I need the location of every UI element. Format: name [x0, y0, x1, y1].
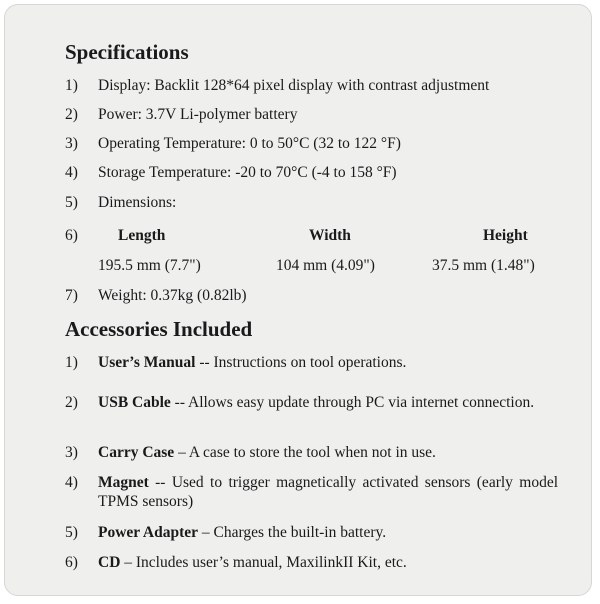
item-number: 1) [65, 354, 78, 371]
dimension-header-width: Width [309, 227, 351, 244]
item-number: 6) [65, 227, 78, 244]
accessory-description: A case to store the tool when not in use. [188, 444, 436, 461]
dimension-header-height: Height [483, 227, 528, 244]
accessories-heading: Accessories Included [65, 317, 253, 341]
item-text: Weight: 0.37kg (0.82lb) [98, 287, 247, 304]
item-text [98, 393, 558, 412]
accessory-separator: -- [170, 394, 188, 411]
accessory-name: Carry Case [98, 444, 175, 461]
item-number: 3) [65, 135, 78, 152]
item-text: Display: Backlit 128*64 pixel display with contrast adjustment [98, 77, 490, 94]
accessory-description: Allows easy update through PC via internet connection. [188, 394, 535, 411]
item-text [98, 523, 558, 542]
accessory-name: Magnet [98, 474, 149, 491]
dimension-value-length: 195.5 mm (7.7") [98, 257, 201, 274]
item-text: Dimensions: [98, 194, 177, 211]
accessory-description: Charges the built-in battery. [213, 524, 387, 541]
accessory-description: Includes user’s manual, MaxilinkII Kit, etc. [135, 554, 407, 571]
dimension-value-height: 37.5 mm (1.48") [432, 257, 535, 274]
item-text [98, 443, 558, 462]
item-number: 5) [65, 524, 78, 541]
accessory-separator: – [174, 444, 189, 461]
accessory-separator: -- [195, 354, 214, 371]
item-number: 3) [65, 444, 78, 461]
item-text: Operating Temperature: 0 to 50°C (32 to 122 °F) [98, 135, 401, 152]
item-text [98, 473, 558, 511]
item-text [98, 353, 558, 372]
item-number: 6) [65, 554, 78, 571]
accessory-name: User’s Manual [98, 354, 196, 371]
accessory-name: CD [98, 554, 121, 571]
item-number: 7) [65, 287, 78, 304]
item-number: 1) [65, 77, 78, 94]
accessory-separator: – [198, 524, 214, 541]
item-number: 5) [65, 194, 78, 211]
dimension-value-width: 104 mm (4.09") [276, 257, 375, 274]
accessory-description: Instructions on tool operations. [213, 354, 407, 371]
dimension-header-length: Length [118, 227, 166, 244]
spec-card [4, 4, 592, 596]
accessory-separator: – [120, 554, 136, 571]
item-number: 2) [65, 394, 78, 411]
item-number: 4) [65, 474, 78, 491]
item-number: 2) [65, 106, 78, 123]
item-text [98, 553, 558, 572]
accessory-name: USB Cable [98, 394, 171, 411]
accessory-separator: -- [148, 474, 172, 491]
item-text: Storage Temperature: -20 to 70°C (-4 to 158 °F) [98, 164, 397, 181]
specifications-heading: Specifications [65, 40, 189, 64]
item-number: 4) [65, 164, 78, 181]
accessory-name: Power Adapter [98, 524, 199, 541]
item-text: Power: 3.7V Li-polymer battery [98, 106, 298, 123]
accessory-description: Used to trigger magnetically activated sensors (early model TPMS sensors) [98, 474, 559, 510]
